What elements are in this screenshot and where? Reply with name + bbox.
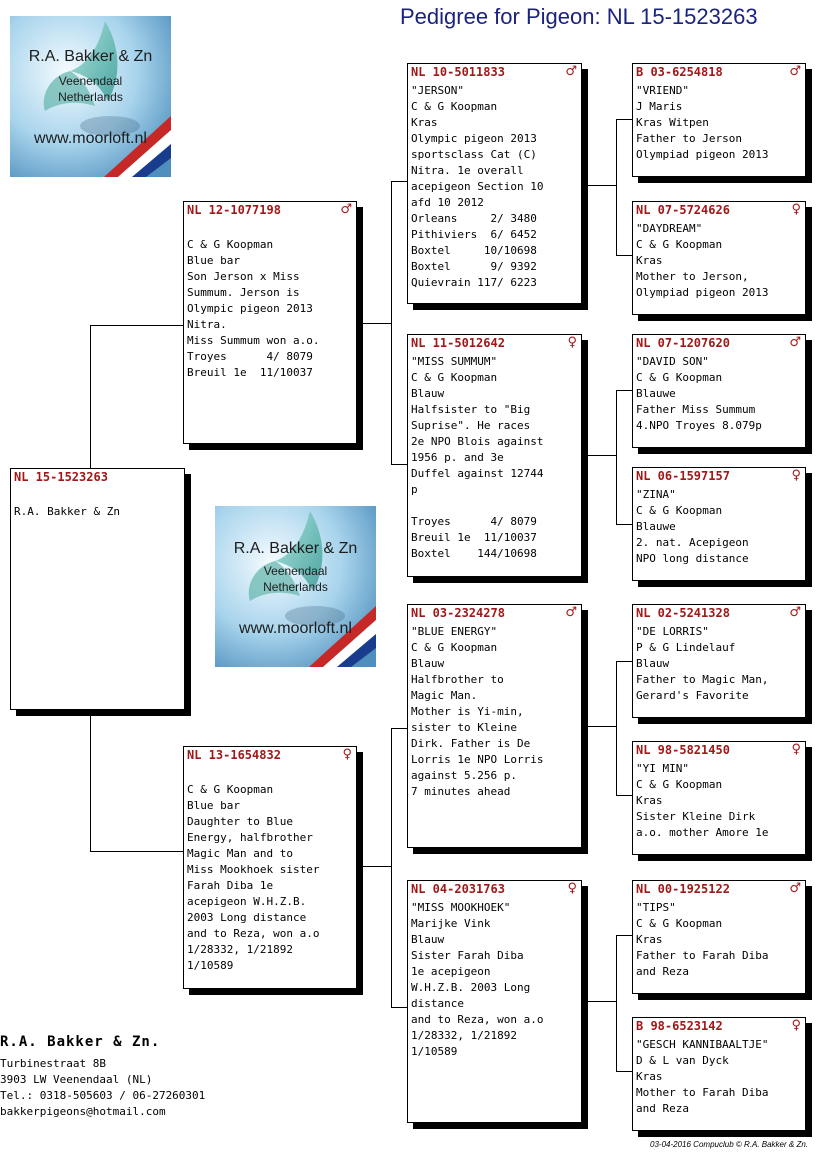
pigeon-card-great-granddam-3[interactable]	[632, 741, 806, 855]
pigeon-details: "DAVID SON" C & G Koopman Blauwe Father Miss Summum 4.NPO Troyes 8.079p	[636, 355, 762, 432]
connector	[616, 1071, 632, 1072]
logo-middle-country: Netherlands	[263, 580, 328, 594]
pigeon-details: "VRIEND" J Maris Kras Witpen Father to Jerson Olympiad pigeon 2013	[636, 84, 769, 161]
male-icon: ♂	[789, 605, 801, 620]
owner-city: 3903 LW Veenendaal (NL)	[0, 1073, 153, 1086]
pigeon-details: "JERSON" C & G Koopman Kras Olympic pigeon 2013 sportsclass Cat (C) Nitra. 1e overall acepigeon Section 10 afd 10 2012 Orleans 2/ 3480 Pithiviers 6/ 6452 Boxtel 10/10698 Boxtel 9/ 9392 Quievrain 117/ 6223	[411, 84, 544, 289]
connector	[90, 325, 184, 326]
male-icon: ♂	[789, 64, 801, 79]
female-icon: ♀	[791, 468, 801, 483]
ring-number: NL 07-1207620	[636, 336, 730, 350]
female-icon: ♀	[791, 202, 801, 217]
footer-credit: 03-04-2016 Compuclub © R.A. Bakker & Zn.	[650, 1140, 808, 1149]
pigeon-details: "GESCH KANNIBAALTJE" D & L van Dyck Kras Mother to Farah Diba and Reza	[636, 1038, 769, 1115]
owner-address: Turbinestraat 8B	[0, 1057, 106, 1070]
pigeon-details: "DE LORRIS" P & G Lindelauf Blauw Father to Magic Man, Gerard's Favorite	[636, 625, 769, 702]
connector	[90, 851, 184, 852]
female-icon: ♀	[791, 742, 801, 757]
connector	[616, 935, 632, 936]
connector	[391, 181, 392, 464]
connector	[581, 455, 617, 456]
connector	[356, 323, 392, 324]
logo-top-city: Veenendaal	[58, 74, 123, 88]
pigeon-card-great-granddam-2[interactable]	[632, 467, 806, 581]
pigeon-details: C & G Koopman Blue bar Son Jerson x Miss Summum. Jerson is Olympic pigeon 2013 Nitra. Miss Summum won a.o. Troyes 4/ 8079 Breuil 1e 11/10037	[187, 238, 320, 379]
connector	[616, 255, 632, 256]
connector	[616, 390, 617, 524]
male-icon: ♂	[565, 64, 577, 79]
owner-email[interactable]: bakkerpigeons@hotmail.com	[0, 1105, 166, 1118]
female-icon: ♀	[342, 747, 352, 762]
connector	[391, 728, 407, 729]
pigeon-card-great-grandsire-2[interactable]	[632, 334, 806, 448]
ring-number: NL 06-1597157	[636, 469, 730, 483]
connector	[391, 1007, 407, 1008]
ring-number: NL 07-5724626	[636, 203, 730, 217]
ring-number: NL 00-1925122	[636, 882, 730, 896]
pigeon-card-great-granddam-4[interactable]	[632, 1017, 806, 1131]
pigeon-card-grandsire-2[interactable]	[407, 604, 582, 848]
connector	[581, 1001, 617, 1002]
pigeon-details: "YI MIN" C & G Koopman Kras Sister Kleine Dirk a.o. mother Amore 1e	[636, 762, 769, 839]
connector	[616, 119, 632, 120]
logo-top-url: www.moorloft.nl	[34, 130, 147, 147]
connector	[581, 185, 617, 186]
pigeon-details: C & G Koopman Blue bar Daughter to Blue Energy, halfbrother Magic Man and to Miss Mookhoek sister Farah Diba 1e acepigeon W.H.Z.B. 2003 Long distance and to Reza, won a.o 1/28332, 1/21892 1/10589	[187, 783, 320, 972]
ring-number: NL 13-1654832	[187, 748, 281, 762]
logo-top	[10, 16, 171, 177]
logo-middle	[215, 506, 376, 667]
connector	[581, 726, 617, 727]
owner-info	[0, 1034, 205, 1120]
pigeon-card-great-grandsire-4[interactable]	[632, 880, 806, 994]
logo-middle-url: www.moorloft.nl	[239, 620, 352, 637]
connector	[391, 464, 407, 465]
logo-middle-name: R.A. Bakker & Zn	[233, 540, 358, 557]
connector	[616, 661, 617, 795]
connector	[391, 728, 392, 1007]
pigeon-details: "MISS MOOKHOEK" Marijke Vink Blauw Sister Farah Diba 1e acepigeon W.H.Z.B. 2003 Long distance and to Reza, won a.o 1/28332, 1/21892 1/10589	[411, 901, 544, 1058]
male-icon: ♂	[340, 202, 352, 217]
pigeon-card-granddam-1[interactable]	[407, 334, 582, 577]
ring-number: NL 04-2031763	[411, 882, 505, 896]
male-icon: ♂	[789, 881, 801, 896]
pigeon-card-grandsire-1[interactable]	[407, 63, 582, 304]
pigeon-card-subject[interactable]	[10, 468, 185, 710]
connector	[90, 325, 91, 469]
male-icon: ♂	[565, 605, 577, 620]
pigeon-details: "MISS SUMMUM" C & G Koopman Blauw Halfsister to "Big Suprise". He races 2e NPO Blois against 1956 p. and 3e Duffel against 12744 p Troyes 4/ 8079 Breuil 1e 11/10037 Boxtel 144/10698	[411, 355, 544, 560]
pigeon-card-sire[interactable]	[183, 201, 357, 444]
ring-number: NL 11-5012642	[411, 336, 505, 350]
ring-number: NL 98-5821450	[636, 743, 730, 757]
connector	[391, 181, 407, 182]
connector	[616, 661, 632, 662]
connector	[616, 119, 617, 255]
owner-name: R.A. Bakker & Zn.	[0, 1034, 161, 1050]
connector	[616, 524, 632, 525]
ring-number: NL 02-5241328	[636, 606, 730, 620]
logo-middle-city: Veenendaal	[263, 564, 328, 578]
pigeon-card-granddam-2[interactable]	[407, 880, 582, 1123]
ring-number: NL 12-1077198	[187, 203, 281, 217]
pigeon-card-great-granddam-1[interactable]	[632, 201, 806, 315]
pigeon-card-great-grandsire-1[interactable]	[632, 63, 806, 177]
connector	[90, 709, 91, 851]
logo-top-name: R.A. Bakker & Zn	[28, 48, 153, 65]
owner-phone: Tel.: 0318-505603 / 06-27260301	[0, 1089, 206, 1102]
pigeon-details: "ZINA" C & G Koopman Blauwe 2. nat. Acepigeon NPO long distance	[636, 488, 749, 565]
connector	[616, 390, 632, 391]
connector	[356, 866, 392, 867]
connector	[616, 795, 632, 796]
page-title: Pedigree for Pigeon: NL 15-1523263	[400, 4, 758, 29]
male-icon: ♂	[789, 335, 801, 350]
pigeon-card-great-grandsire-3[interactable]	[632, 604, 806, 718]
ring-number: NL 15-1523263	[14, 470, 108, 484]
pigeon-card-dam[interactable]	[183, 746, 357, 989]
female-icon: ♀	[567, 881, 577, 896]
ring-number: NL 03-2324278	[411, 606, 505, 620]
pigeon-details: "DAYDREAM" C & G Koopman Kras Mother to Jerson, Olympiad pigeon 2013	[636, 222, 769, 299]
pigeon-details: R.A. Bakker & Zn	[14, 505, 120, 518]
ring-number: NL 10-5011833	[411, 65, 505, 79]
connector	[616, 935, 617, 1071]
ring-number: B 98-6523142	[636, 1019, 723, 1033]
ring-number: B 03-6254818	[636, 65, 723, 79]
pigeon-details: "BLUE ENERGY" C & G Koopman Blauw Halfbrother to Magic Man. Mother is Yi-min, sister to Kleine Dirk. Father is De Lorris 1e NPO Lorris against 5.256 p. 7 minutes ahead	[411, 625, 544, 798]
female-icon: ♀	[567, 335, 577, 350]
female-icon: ♀	[791, 1018, 801, 1033]
logo-top-country: Netherlands	[58, 90, 123, 104]
pigeon-details: "TIPS" C & G Koopman Kras Father to Farah Diba and Reza	[636, 901, 769, 978]
